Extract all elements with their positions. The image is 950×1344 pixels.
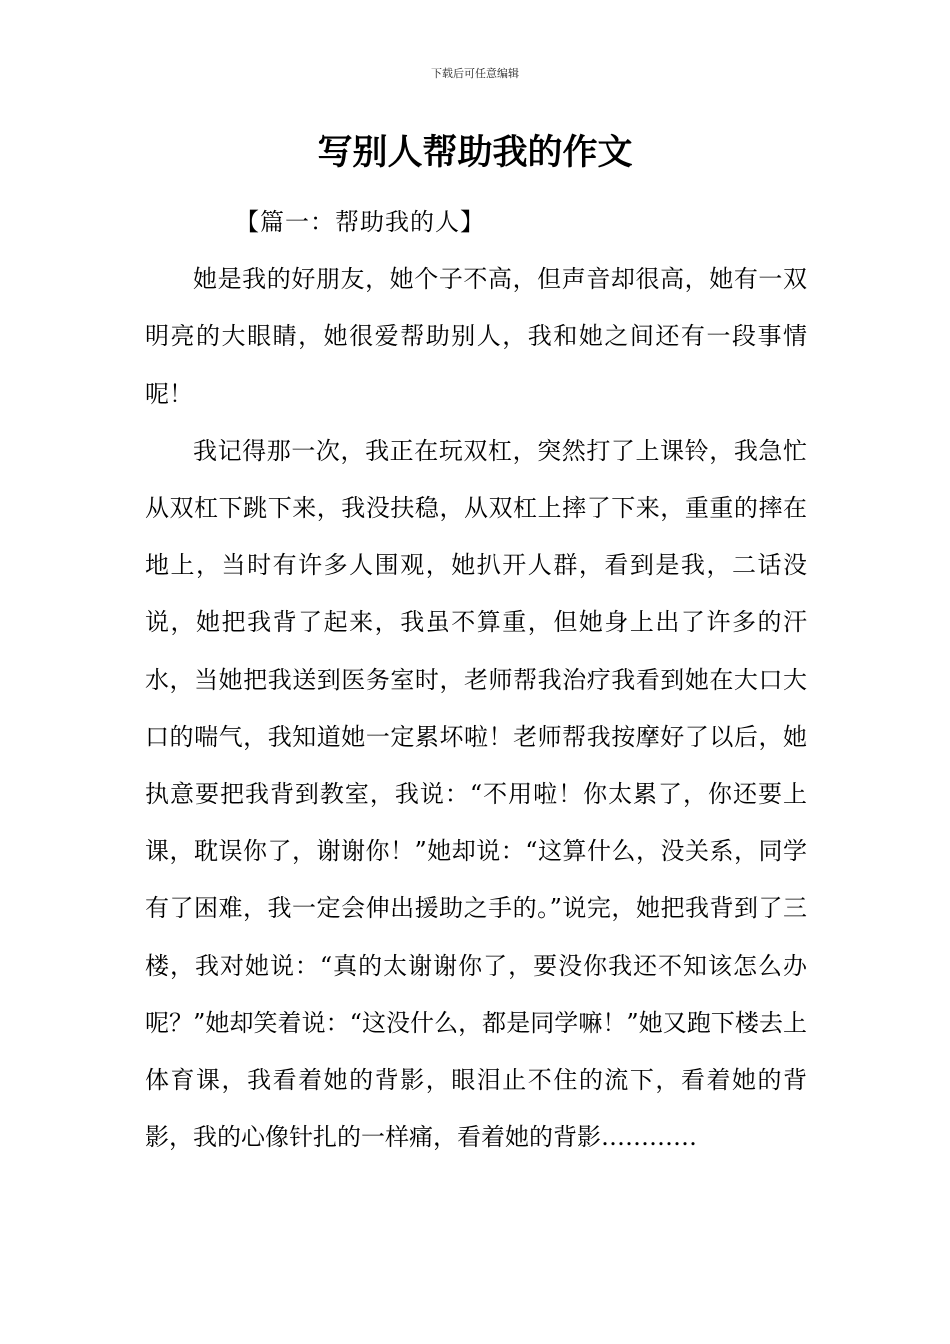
document-body [145,194,807,1166]
section-heading: 【篇一：帮助我的人】 [235,208,485,236]
document-title: 写别人帮助我的作文 [317,133,633,173]
header-note: 下载后可任意编辑 [431,67,519,80]
paragraph-1: 她是我的好朋友，她个子不高，但声音却很高，她有一双明亮的大眼睛，她很爱帮助别人，我和她之间还有一段事情呢！ [145,265,807,408]
paragraph-2: 我记得那一次，我正在玩双杠，突然打了上课铃，我急忙从双杠下跳下来，我没扶稳，从双杠上摔了下来，重重的摔在地上，当时有许多人围观，她扒开人群，看到是我，二话没说，她把我背了起来，我虽不算重，但她身上出了许多的汗水，当她把我送到医务室时，老师帮我治疗我看到她在大口大口的喘气，我知道她一定累坏啦！老师帮我按摩好了以后，她执意要把我背到教室，我说：“不用啦！你太累了，你还要上课，耽误你了，谢谢你！”她却说：“这算什么，没关系，同学有了困难，我一定会伸出援助之手的。”说完，她把我背到了三楼，我对她说：“真的太谢谢你了，要没你我还不知该怎么办呢？”她却笑着说：“这没什么，都是同学嘛！”她又跑下楼去上体育课，我看着她的背影，眼泪止不住的流下，看着她的背影，我的心像针扎的一样痛，看着她的背影………… [145,436,807,1152]
